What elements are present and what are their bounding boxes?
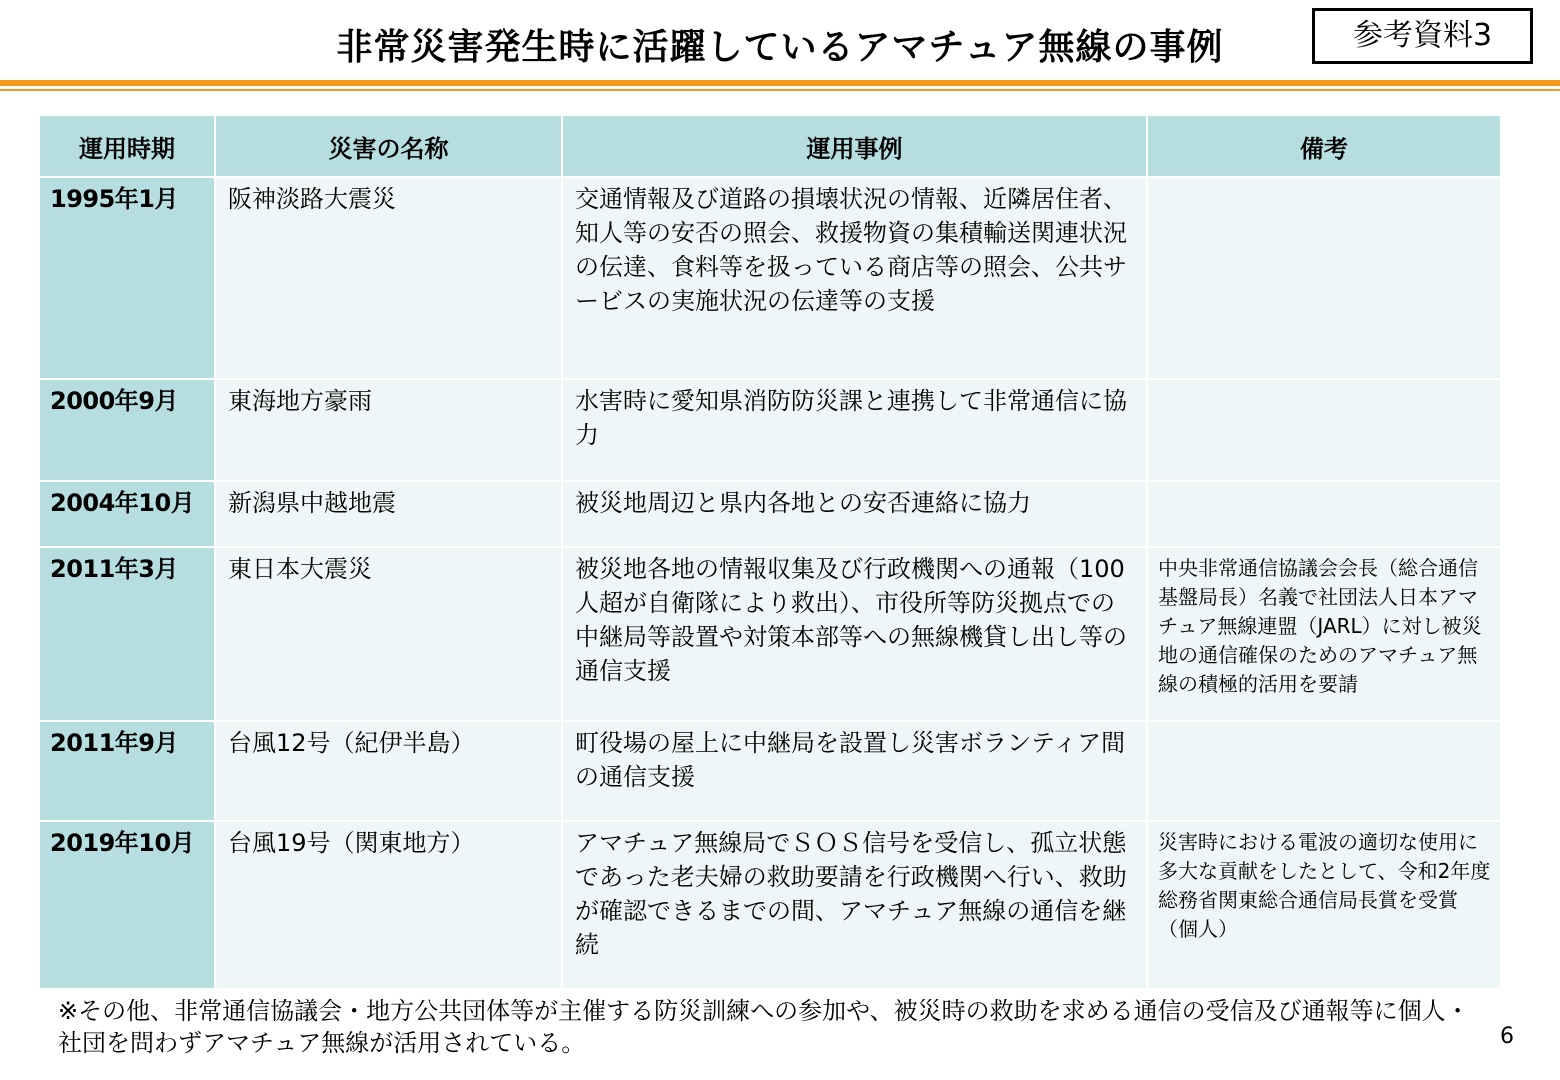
cell-description: 交通情報及び道路の損壊状況の情報、近隣居住者、知人等の安否の照会、救援物資の集積輸送関連状況の伝達、食料等を扱っている商店等の照会、公共サービスの実施状況の伝達等の支援 bbox=[562, 177, 1147, 379]
cell-description: 町役場の屋上に中継局を設置し災害ボランティア間の通信支援 bbox=[562, 721, 1147, 821]
page-title: 非常災害発生時に活躍しているアマチュア無線の事例 bbox=[336, 27, 1224, 68]
footnote: ※その他、非常通信協議会・地方公共団体等が主催する防災訓練への参加や、被災時の救助を求める通信の受信及び通報等に個人・社団を問わずアマチュア無線が活用されている。 bbox=[58, 997, 1470, 1057]
cell-remarks bbox=[1147, 379, 1501, 481]
reference-label: 参考資料3 bbox=[1312, 8, 1533, 64]
cell-date: 2011年3月 bbox=[39, 547, 215, 721]
cell-disaster-name: 台風12号（紀伊半島） bbox=[215, 721, 562, 821]
table-row bbox=[39, 177, 1501, 379]
cell-remarks bbox=[1147, 481, 1501, 547]
cell-disaster-name: 新潟県中越地震 bbox=[215, 481, 562, 547]
table-row bbox=[39, 821, 1501, 989]
table-header-row bbox=[39, 115, 1501, 177]
cell-date: 1995年1月 bbox=[39, 177, 215, 379]
cell-description: 被災地周辺と県内各地との安否連絡に協力 bbox=[562, 481, 1147, 547]
cell-disaster-name: 東日本大震災 bbox=[215, 547, 562, 721]
cell-description: 水害時に愛知県消防防災課と連携して非常通信に協力 bbox=[562, 379, 1147, 481]
table-row bbox=[39, 379, 1501, 481]
case-table bbox=[38, 114, 1502, 990]
header-rule-thin bbox=[0, 89, 1560, 91]
cell-disaster-name: 東海地方豪雨 bbox=[215, 379, 562, 481]
table-row bbox=[39, 547, 1501, 721]
cell-disaster-name: 台風19号（関東地方） bbox=[215, 821, 562, 989]
cell-date: 2004年10月 bbox=[39, 481, 215, 547]
cell-description: 被災地各地の情報収集及び行政機関への通報（100人超が自衛隊により救出）、市役所等防災拠点での中継局等設置や対策本部等への無線機貸し出し等の通信支援 bbox=[562, 547, 1147, 721]
header-operation-example: 運用事例 bbox=[562, 115, 1147, 177]
cell-remarks: 災害時における電波の適切な使用に多大な貢献をしたとして、令和2年度総務省関東総合通信局長賞を受賞（個人） bbox=[1147, 821, 1501, 989]
header-disaster-name: 災害の名称 bbox=[215, 115, 562, 177]
cell-date: 2011年9月 bbox=[39, 721, 215, 821]
header-remarks: 備考 bbox=[1147, 115, 1501, 177]
cell-date: 2000年9月 bbox=[39, 379, 215, 481]
cell-remarks: 中央非常通信協議会会長（総合通信基盤局長）名義で社団法人日本アマチュア無線連盟（JARL）に対し被災地の通信確保のためのアマチュア無線の積極的活用を要請 bbox=[1147, 547, 1501, 721]
cell-description: アマチュア無線局でＳＯＳ信号を受信し、孤立状態であった老夫婦の救助要請を行政機関へ行い、救助が確認できるまでの間、アマチュア無線の通信を継続 bbox=[562, 821, 1147, 989]
table-row bbox=[39, 721, 1501, 821]
header-rule-thick bbox=[0, 80, 1560, 86]
page-number: 6 bbox=[1500, 1024, 1514, 1049]
cell-remarks bbox=[1147, 721, 1501, 821]
cell-disaster-name: 阪神淡路大震災 bbox=[215, 177, 562, 379]
cell-date: 2019年10月 bbox=[39, 821, 215, 989]
cell-remarks bbox=[1147, 177, 1501, 379]
table-row bbox=[39, 481, 1501, 547]
header-period: 運用時期 bbox=[39, 115, 215, 177]
